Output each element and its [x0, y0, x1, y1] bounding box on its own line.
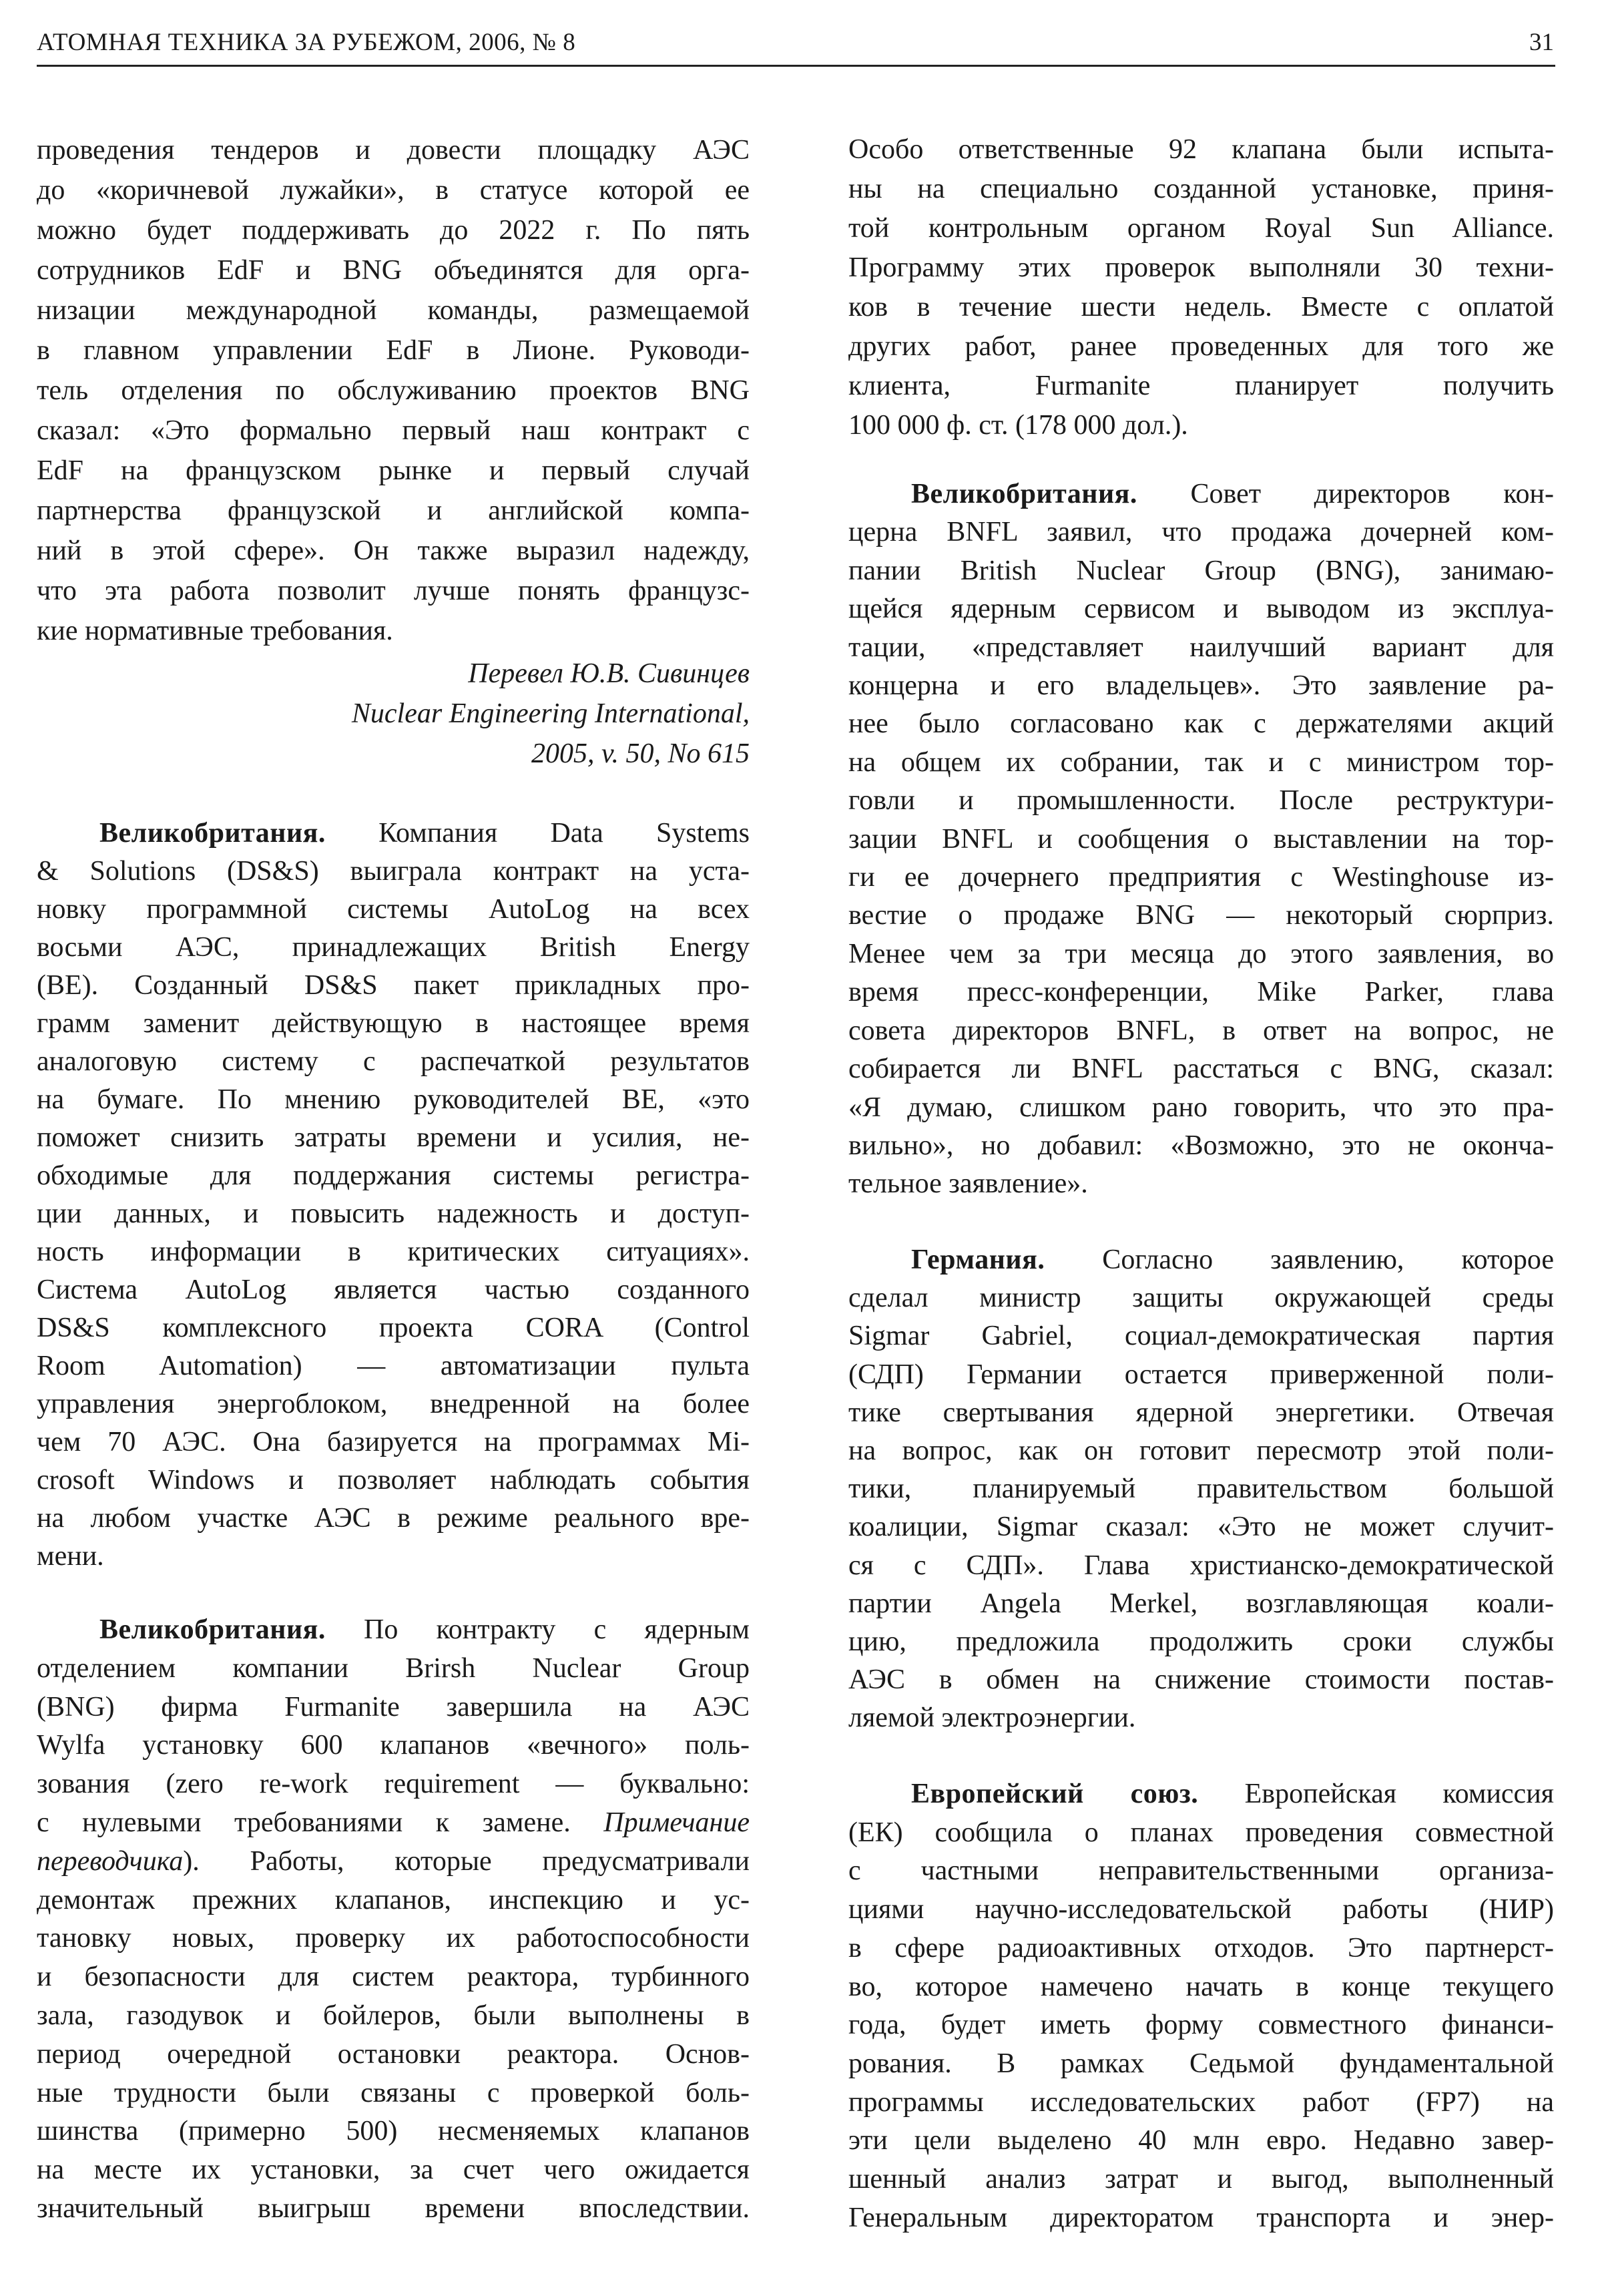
- text-line: [37, 853, 750, 891]
- text-segment: циями научно-исследовательской работы (НИР): [848, 1894, 1554, 1925]
- text-segment: ные трудности были связаны с проверкой боль-: [37, 2077, 750, 2108]
- text-line: [37, 250, 750, 290]
- text-segment: значительный выигрыш времени впоследствии.: [37, 2193, 750, 2224]
- text-segment: тельное заявление».: [848, 1168, 1088, 1200]
- text-line: [37, 451, 750, 491]
- text-line: [848, 1470, 1554, 1508]
- text-line: [848, 821, 1554, 859]
- text-line: [848, 1432, 1554, 1470]
- text-line: [37, 371, 750, 411]
- text-line: [37, 1347, 750, 1385]
- text-segment: новку программной системы AutoLog на всех: [37, 894, 750, 925]
- text-segment: Компания Data Systems: [325, 818, 750, 849]
- text-segment: Особо ответственные 92 клапана были испыта-: [848, 134, 1554, 165]
- text-segment: на месте их установки, за счет чего ожидается: [37, 2154, 750, 2186]
- text-segment: ков в течение шести недель. Вместе с оплатой: [848, 292, 1554, 322]
- text-line: [848, 782, 1554, 820]
- text-line: [37, 1765, 750, 1804]
- text-line: [848, 1394, 1554, 1432]
- text-segment: отделением компании Brirsh Nuclear Group: [37, 1652, 750, 1684]
- text-segment: ляемой электроэнергии.: [848, 1702, 1136, 1734]
- text-line: [37, 1119, 750, 1157]
- text-line: [848, 2160, 1554, 2199]
- paragraph: [37, 815, 750, 1576]
- paragraph: [848, 475, 1554, 1204]
- text-segment: партии Angela Merkel, возглавляющая коали-: [848, 1588, 1554, 1619]
- text-segment: с частными неправительственными организа-: [848, 1855, 1554, 1887]
- text-segment: проведения тендеров и довести площадку АЭС: [37, 135, 750, 166]
- text-segment: говли и промышленности. После реструктури-: [848, 785, 1554, 817]
- text-line: [37, 929, 750, 967]
- text-segment: & Solutions (DS&S) выиграла контракт на уста-: [37, 856, 750, 887]
- text-segment: что эта работа позволит лучше понять французс-: [37, 576, 750, 606]
- text-line: [848, 1508, 1554, 1546]
- text-line: [848, 744, 1554, 782]
- text-segment: (СДП) Германии остается приверженной поли-: [848, 1359, 1554, 1390]
- text-segment: цию, предложила продолжить сроки службы: [848, 1626, 1554, 1658]
- text-segment: шенный анализ затрат и выгод, выполненный: [848, 2164, 1554, 2195]
- text-segment: обходимые для поддержания системы регистра-: [37, 1160, 750, 1191]
- text-line: [848, 897, 1554, 935]
- text-line: [848, 367, 1554, 406]
- text-segment: тике свертывания ядерной энергетики. Отвечая: [848, 1397, 1554, 1428]
- text-segment: на любом участке АЭС в режиме реального вре-: [37, 1503, 750, 1534]
- text-line: [37, 1500, 750, 1538]
- italic-text: переводчика: [37, 1845, 184, 1877]
- text-segment: на общем их собрании, так и с министром тор-: [848, 746, 1554, 778]
- text-segment: шинства (примерно 500) несменяемых клапанов: [37, 2116, 750, 2147]
- text-line: [37, 1650, 750, 1688]
- text-segment: Совет директоров кон-: [1137, 479, 1554, 509]
- text-segment: эти цели выделено 40 млн евро. Недавно завер-: [848, 2125, 1554, 2156]
- text-line: [37, 1461, 750, 1500]
- text-segment: ся с СДП». Глава христианско-демократической: [848, 1550, 1554, 1581]
- section-lead: Европейский союз.: [911, 1779, 1199, 1809]
- text-line: [37, 815, 750, 853]
- text-line: [37, 967, 750, 1005]
- section-lead: Германия.: [911, 1244, 1045, 1275]
- text-line: [848, 513, 1554, 551]
- text-segment: мени.: [37, 1541, 104, 1572]
- text-line: [848, 1891, 1554, 1929]
- paragraph: [848, 130, 1554, 445]
- text-line: [848, 248, 1554, 288]
- text-segment: сделал министр защиты окружающей среды: [848, 1283, 1554, 1314]
- text-line: [848, 1050, 1554, 1088]
- paragraph: [37, 130, 750, 651]
- text-line: [848, 1585, 1554, 1623]
- text-line: [37, 210, 750, 250]
- text-line: [848, 2084, 1554, 2122]
- text-line: [848, 1699, 1554, 1737]
- text-line: [37, 611, 750, 651]
- header-rule: [37, 65, 1555, 67]
- text-line: [37, 130, 750, 170]
- text-line: [848, 1661, 1554, 1699]
- text-line: [37, 1043, 750, 1081]
- text-segment: Генеральным директоратом транспорта и энер-: [848, 2202, 1554, 2233]
- text-segment: (BNG) фирма Furmanite завершила на АЭС: [37, 1691, 750, 1723]
- text-line: [37, 1195, 750, 1233]
- text-segment: щейся ядерным сервисом и выводом из эксплуа-: [848, 594, 1554, 625]
- text-segment: зования (zero re-work requirement — буквально:: [37, 1769, 750, 1800]
- text-line: [848, 552, 1554, 590]
- text-line: [848, 327, 1554, 367]
- text-segment: 100 000 ф. ст. (178 000 дол.).: [848, 410, 1188, 441]
- paragraph: [848, 1241, 1554, 1738]
- text-segment: ний в этой сфере». Он также выразил надежду,: [37, 535, 750, 566]
- text-line: [37, 1881, 750, 1920]
- text-line: [37, 1423, 750, 1461]
- text-segment: тановку новых, проверку их работоспособности: [37, 1923, 750, 1954]
- text-line: [37, 2151, 750, 2190]
- text-segment: низации международной команды, размещаемой: [37, 295, 750, 326]
- text-segment: на вопрос, как он готовит пересмотр этой поли-: [848, 1435, 1554, 1467]
- text-segment: тель отделения по обслуживанию проектов BNG: [37, 375, 750, 406]
- signature-line: 2005, v. 50, No 615: [531, 738, 750, 769]
- text-segment: зала, газодувок и бойлеров, были выполнены в: [37, 2000, 750, 2031]
- text-segment: ги ее дочернего предприятия с Westinghouse из-: [848, 862, 1554, 893]
- text-line: [37, 1919, 750, 1958]
- text-segment: DS&S комплексного проекта CORA (Control: [37, 1313, 750, 1343]
- text-line: [37, 1309, 750, 1347]
- text-line: [37, 1005, 750, 1043]
- text-segment: ции данных, и повысить надежность и доступ-: [37, 1198, 750, 1229]
- text-segment: По контракту с ядерным: [325, 1614, 750, 1645]
- text-segment: аналоговую систему с распечаткой результатов: [37, 1046, 750, 1077]
- signature-line: Перевел Ю.В. Сивинцев: [468, 658, 750, 689]
- text-line: [37, 1843, 750, 1881]
- text-segment: на бумаге. По мнению руководителей BE, «это: [37, 1084, 750, 1115]
- text-line: [848, 1165, 1554, 1203]
- text-line: [37, 170, 750, 210]
- text-line: [37, 1271, 750, 1309]
- text-segment: с нулевыми требованиями к замене.: [37, 1807, 604, 1838]
- text-line: [848, 1547, 1554, 1585]
- text-segment: той контрольным органом Royal Sun Alliance.: [848, 213, 1554, 244]
- text-segment: управления энергоблоком, внедренной на более: [37, 1389, 750, 1419]
- text-line: [848, 170, 1554, 209]
- text-segment: других работ, ранее проведенных для того же: [848, 331, 1554, 362]
- text-segment: Sigmar Gabriel, социал-демократическая партия: [848, 1321, 1554, 1352]
- text-segment: можно будет поддерживать до 2022 г. По пять: [37, 215, 750, 246]
- text-line: [37, 330, 750, 371]
- text-line: [848, 705, 1554, 743]
- text-segment: crosoft Windows и позволяет наблюдать события: [37, 1465, 750, 1496]
- text-line: [848, 1089, 1554, 1127]
- text-line: [848, 859, 1554, 897]
- text-segment: EdF на французском рынке и первый случай: [37, 455, 750, 486]
- text-segment: поможет снизить затраты времени и усилия, не-: [37, 1122, 750, 1153]
- text-segment: рования. В рамках Седьмой фундаментальной: [848, 2048, 1554, 2079]
- text-line: [37, 2190, 750, 2229]
- text-segment: года, будет иметь форму совместного финанси-: [848, 2010, 1554, 2041]
- text-line: [848, 475, 1554, 513]
- signature-line: Nuclear Engineering International,: [351, 698, 750, 729]
- text-segment: коалиции, Sigmar сказал: «Это не может случит-: [848, 1512, 1554, 1543]
- text-segment: сказал: «Это формально первый наш контракт с: [37, 415, 750, 446]
- text-line: [848, 288, 1554, 327]
- text-segment: Программу этих проверок выполняли 30 техни-: [848, 252, 1554, 283]
- text-segment: во, которое намечено начать в конце текущего: [848, 1971, 1554, 2002]
- italic-text: Примечание: [603, 1807, 750, 1838]
- text-line: [37, 2112, 750, 2151]
- text-segment: программы исследовательских работ (FP7) на: [848, 2086, 1554, 2118]
- journal-title: АТОМНАЯ ТЕХНИКА ЗА РУБЕЖОМ, 2006, № 8: [37, 29, 576, 56]
- text-line: [848, 1012, 1554, 1050]
- text-segment: партнерства французской и английской компа-: [37, 495, 750, 526]
- text-segment: пании British Nuclear Group (BNG), занимаю-: [848, 555, 1554, 586]
- text-segment: Согласно заявлению, которое: [1045, 1244, 1554, 1275]
- running-header: [37, 25, 1554, 63]
- text-segment: грамм заменит действующую в настоящее время: [37, 1008, 750, 1039]
- text-line: [37, 1958, 750, 1997]
- text-segment: (ЕК) сообщила о планах проведения совместной: [848, 1817, 1554, 1848]
- paragraph: [37, 1611, 750, 2229]
- text-line: [848, 1623, 1554, 1661]
- section-lead: Великобритания.: [911, 479, 1137, 509]
- text-line: [37, 1997, 750, 2036]
- text-line: [37, 1688, 750, 1727]
- text-line: [37, 2074, 750, 2113]
- text-line: [37, 891, 750, 929]
- text-segment: сотрудников EdF и BNG объединятся для орга-: [37, 255, 750, 286]
- translator-signature: [37, 654, 750, 774]
- text-segment: тации, «представляет наилучший вариант для: [848, 632, 1554, 663]
- text-segment: концерна и его владельцев». Это заявление ра-: [848, 670, 1554, 702]
- text-segment: вильно», но добавил: «Возможно, это не оконча-: [848, 1130, 1554, 1161]
- text-segment: церна BNFL заявил, что продажа дочерней ком-: [848, 517, 1554, 548]
- text-segment: ). Работы, которые предусматривали: [183, 1845, 750, 1877]
- text-segment: период очередной остановки реактора. Основ-: [37, 2038, 750, 2070]
- text-segment: Европейская комиссия: [1198, 1779, 1554, 1809]
- text-segment: ность информации в критических ситуациях».: [37, 1236, 750, 1267]
- text-line: [848, 1317, 1554, 1355]
- text-segment: в сфере радиоактивных отходов. Это партнерст-: [848, 1932, 1554, 1964]
- text-segment: совета директоров BNFL, в ответ на вопрос, не: [848, 1015, 1554, 1046]
- text-segment: чем 70 АЭС. Она базируется на программах Mi-: [37, 1427, 750, 1457]
- text-line: [37, 1385, 750, 1423]
- text-segment: собирается ли BNFL расстаться с BNG, сказал:: [848, 1054, 1554, 1085]
- section-lead: Великобритания.: [99, 818, 326, 849]
- text-line: [37, 2036, 750, 2074]
- text-segment: демонтаж прежних клапанов, инспекцию и ус-: [37, 1884, 750, 1915]
- text-segment: тики, планируемый правительством большой: [848, 1473, 1554, 1505]
- text-line: [848, 1852, 1554, 1891]
- paragraph: [848, 1775, 1554, 2237]
- text-line: [848, 1775, 1554, 1814]
- text-line: [848, 590, 1554, 628]
- text-line: [848, 973, 1554, 1011]
- text-line: [848, 2006, 1554, 2045]
- text-line: [848, 1279, 1554, 1317]
- text-line: [848, 667, 1554, 705]
- text-segment: и безопасности для систем реактора, турбинного: [37, 1962, 750, 1993]
- text-line: [37, 290, 750, 330]
- text-line: [848, 130, 1554, 170]
- text-line: [848, 2045, 1554, 2084]
- text-line: [848, 406, 1554, 445]
- text-segment: кие нормативные требования.: [37, 616, 393, 646]
- text-segment: «Я думаю, слишком рано говорить, что это пра-: [848, 1092, 1554, 1123]
- text-line: [37, 571, 750, 611]
- text-line: [37, 1157, 750, 1195]
- text-line: [37, 531, 750, 571]
- text-line: [37, 1727, 750, 1765]
- text-line: [37, 1611, 750, 1650]
- text-line: [848, 2122, 1554, 2160]
- text-line: [37, 1081, 750, 1119]
- text-line: [848, 1968, 1554, 2007]
- text-segment: (BE). Созданный DS&S пакет прикладных про-: [37, 970, 750, 1001]
- text-segment: время пресс-конференции, Mike Parker, глава: [848, 977, 1554, 1008]
- text-segment: восьми АЭС, принадлежащих British Energy: [37, 932, 750, 963]
- text-line: [848, 1929, 1554, 1968]
- text-line: [37, 491, 750, 531]
- text-line: [848, 1127, 1554, 1165]
- text-segment: до «коричневой лужайки», в статусе которой ее: [37, 175, 750, 206]
- text-segment: ны на специально созданной установке, приня-: [848, 174, 1554, 204]
- text-line: [848, 935, 1554, 973]
- text-segment: нее было согласовано как с держателями акций: [848, 708, 1554, 740]
- text-line: [37, 411, 750, 451]
- text-segment: Система AutoLog является частью созданного: [37, 1275, 750, 1305]
- text-line: [848, 209, 1554, 248]
- text-line: [848, 629, 1554, 667]
- section-lead: Великобритания.: [99, 1614, 326, 1645]
- text-segment: в главном управлении EdF в Лионе. Руководи-: [37, 335, 750, 366]
- text-line: [37, 1804, 750, 1843]
- text-line: [848, 1814, 1554, 1853]
- text-segment: вестие о продаже BNG — некоторый сюрприз.: [848, 900, 1554, 931]
- text-segment: клиента, Furmanite планирует получить: [848, 371, 1554, 401]
- text-segment: Room Automation) — автоматизации пульта: [37, 1351, 750, 1381]
- text-line: [848, 1356, 1554, 1394]
- text-line: [37, 1233, 750, 1271]
- text-segment: Менее чем за три месяца до этого заявления, во: [848, 938, 1554, 969]
- text-segment: Wylfa установку 600 клапанов «вечного» поль-: [37, 1730, 750, 1761]
- text-line: [848, 1241, 1554, 1279]
- page-number: 31: [1529, 29, 1554, 56]
- text-line: [848, 2199, 1554, 2238]
- text-line: [37, 1538, 750, 1576]
- text-segment: зации BNFL и сообщения о выставлении на тор-: [848, 823, 1554, 855]
- text-segment: АЭС в обмен на снижение стоимости постав-: [848, 1664, 1554, 1696]
